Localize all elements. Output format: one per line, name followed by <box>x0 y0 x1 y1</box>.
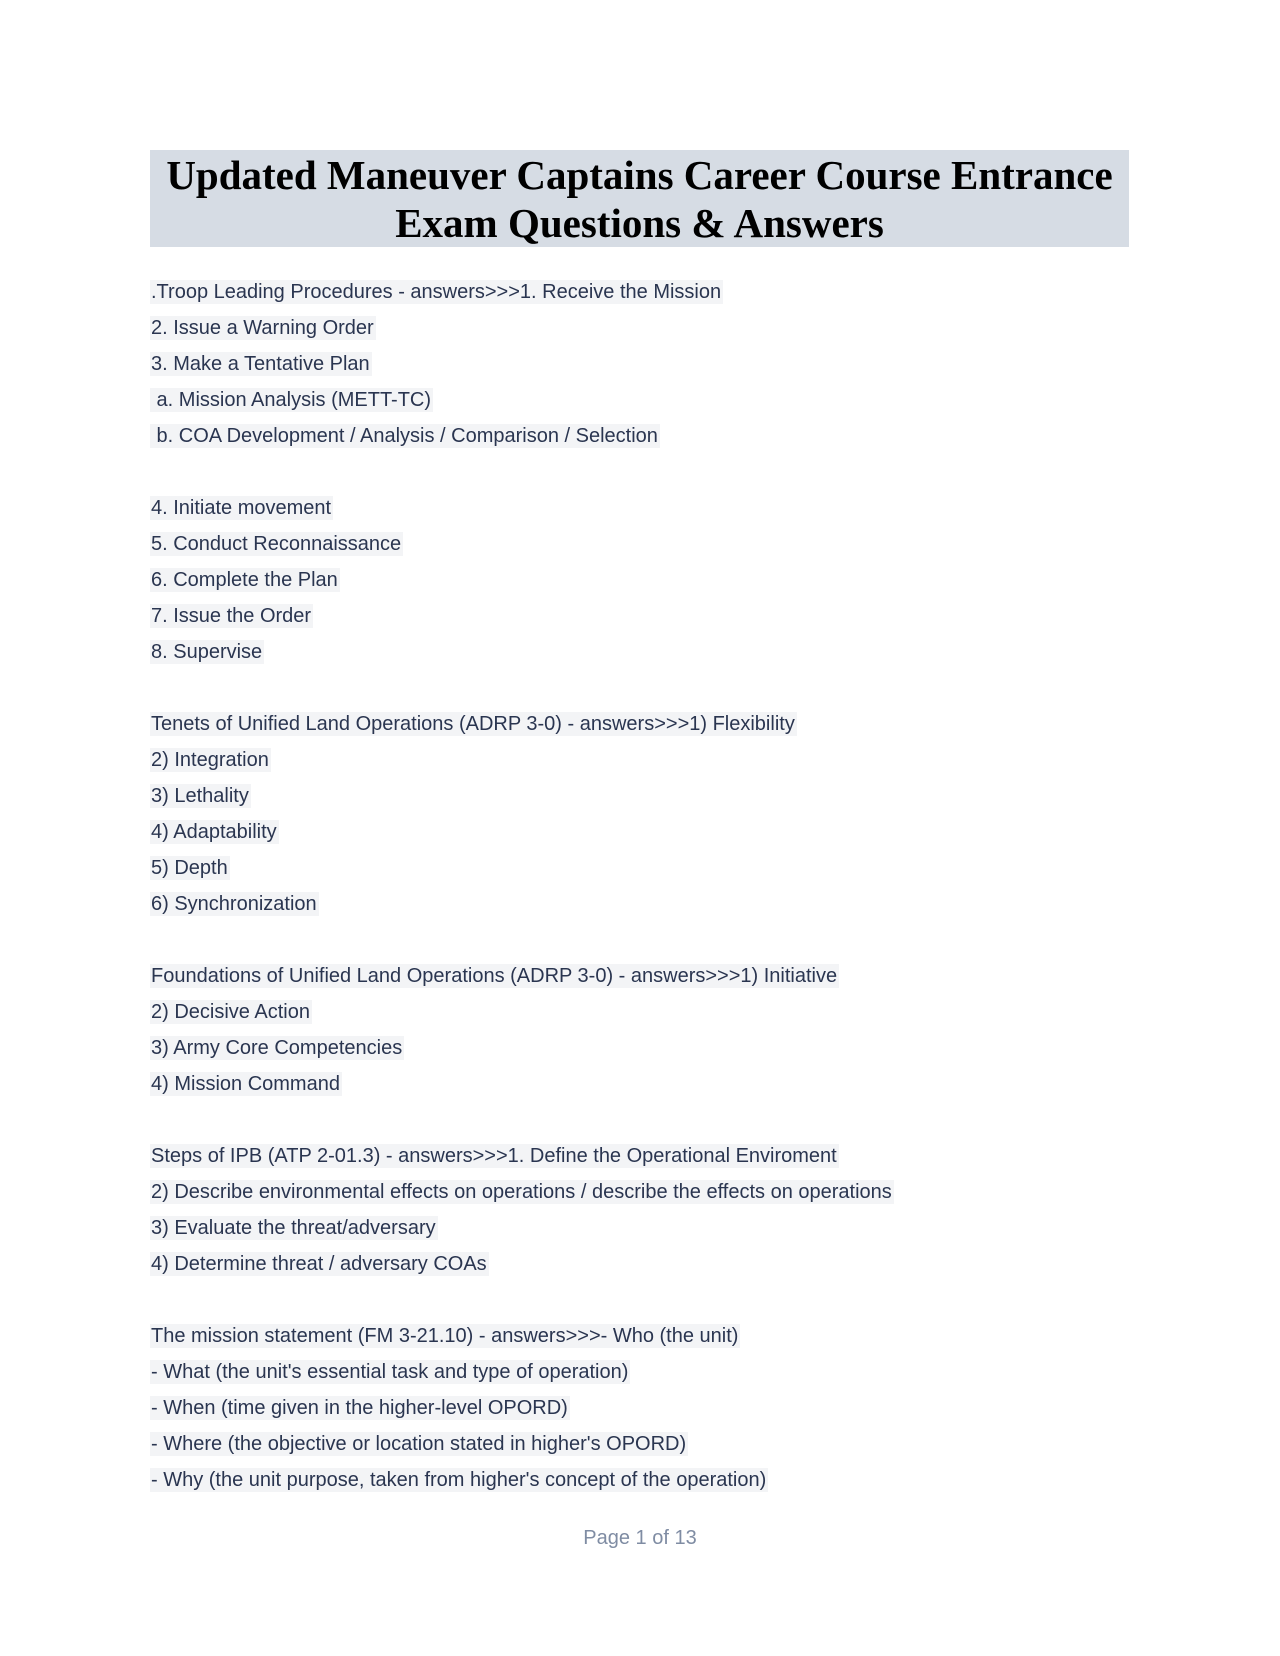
title-line-1: Updated Maneuver Captains Career Course Entrance <box>166 151 1113 198</box>
text-line <box>150 856 1130 892</box>
blank-line <box>150 1288 1130 1324</box>
line-text: 6. Complete the Plan <box>151 569 338 591</box>
text-line <box>150 964 1130 1000</box>
line-text: - When (time given in the higher-level OPORD) <box>151 1397 568 1419</box>
text-line <box>150 748 1130 784</box>
line-text: 3) Lethality <box>151 785 249 807</box>
line-text: - Where (the objective or location stated in higher's OPORD) <box>151 1433 687 1455</box>
line-text: - What (the unit's essential task and type of operation) <box>151 1361 629 1383</box>
text-line <box>150 820 1130 856</box>
line-text: 2) Describe environmental effects on operations / describe the effects on operations <box>151 1181 892 1203</box>
blank-line <box>150 1108 1130 1144</box>
line-text: - Why (the unit purpose, taken from higher's concept of the operation) <box>151 1469 767 1491</box>
text-line <box>150 496 1130 532</box>
line-text: Foundations of Unified Land Operations (ADRP 3-0) - answers>>>1) Initiative <box>151 965 838 987</box>
document-title <box>150 150 1129 247</box>
text-line <box>150 532 1130 568</box>
title-line-2: Exam Questions & Answers <box>395 199 884 246</box>
blank-line <box>150 676 1130 712</box>
line-text: 3) Evaluate the threat/adversary <box>151 1217 436 1239</box>
text-line <box>150 1432 1130 1468</box>
text-line <box>150 1072 1130 1108</box>
blank-line <box>150 928 1130 964</box>
page-footer: Page 1 of 13 <box>583 1527 697 1549</box>
text-line <box>150 1000 1130 1036</box>
text-line <box>150 352 1130 388</box>
line-text: 2) Decisive Action <box>151 1001 310 1023</box>
line-text: Tenets of Unified Land Operations (ADRP 3-0) - answers>>>1) Flexibility <box>151 713 795 735</box>
document-body <box>150 280 1130 1504</box>
text-line <box>150 1180 1130 1216</box>
text-line <box>150 1216 1130 1252</box>
text-line <box>150 1396 1130 1432</box>
text-line <box>150 892 1130 928</box>
text-line <box>150 280 1130 316</box>
line-text: The mission statement (FM 3-21.10) - answers>>>- Who (the unit) <box>151 1325 739 1347</box>
line-text: 6) Synchronization <box>151 893 317 915</box>
text-line <box>150 568 1130 604</box>
text-line <box>150 316 1130 352</box>
line-text: Steps of IPB (ATP 2-01.3) - answers>>>1. Define the Operational Enviroment <box>151 1145 837 1167</box>
line-text: 8. Supervise <box>151 641 263 663</box>
line-text: .Troop Leading Procedures - answers>>>1. Receive the Mission <box>151 281 722 303</box>
line-text: 2) Integration <box>151 749 269 771</box>
line-text: 2. Issue a Warning Order <box>151 317 374 339</box>
text-line <box>150 424 1130 460</box>
line-text: 5. Conduct Reconnaissance <box>151 533 402 555</box>
text-line <box>150 1468 1130 1504</box>
text-line <box>150 1036 1130 1072</box>
line-text: 7. Issue the Order <box>151 605 312 627</box>
text-line <box>150 784 1130 820</box>
text-line <box>150 640 1130 676</box>
text-line <box>150 388 1130 424</box>
line-text: a. Mission Analysis (METT-TC) <box>151 389 432 411</box>
line-text: 4) Mission Command <box>151 1073 340 1095</box>
text-line <box>150 1252 1130 1288</box>
text-line <box>150 1360 1130 1396</box>
line-text: 4) Adaptability <box>151 821 277 843</box>
line-text: 5) Depth <box>151 857 228 879</box>
line-text: 4) Determine threat / adversary COAs <box>151 1253 487 1275</box>
blank-line <box>150 460 1130 496</box>
line-text: 3. Make a Tentative Plan <box>151 353 370 375</box>
line-text: 4. Initiate movement <box>151 497 332 519</box>
text-line <box>150 1144 1130 1180</box>
line-text: b. COA Development / Analysis / Comparison / Selection <box>151 425 658 447</box>
text-line <box>150 712 1130 748</box>
line-text: 3) Army Core Competencies <box>151 1037 403 1059</box>
text-line <box>150 604 1130 640</box>
text-line <box>150 1324 1130 1360</box>
